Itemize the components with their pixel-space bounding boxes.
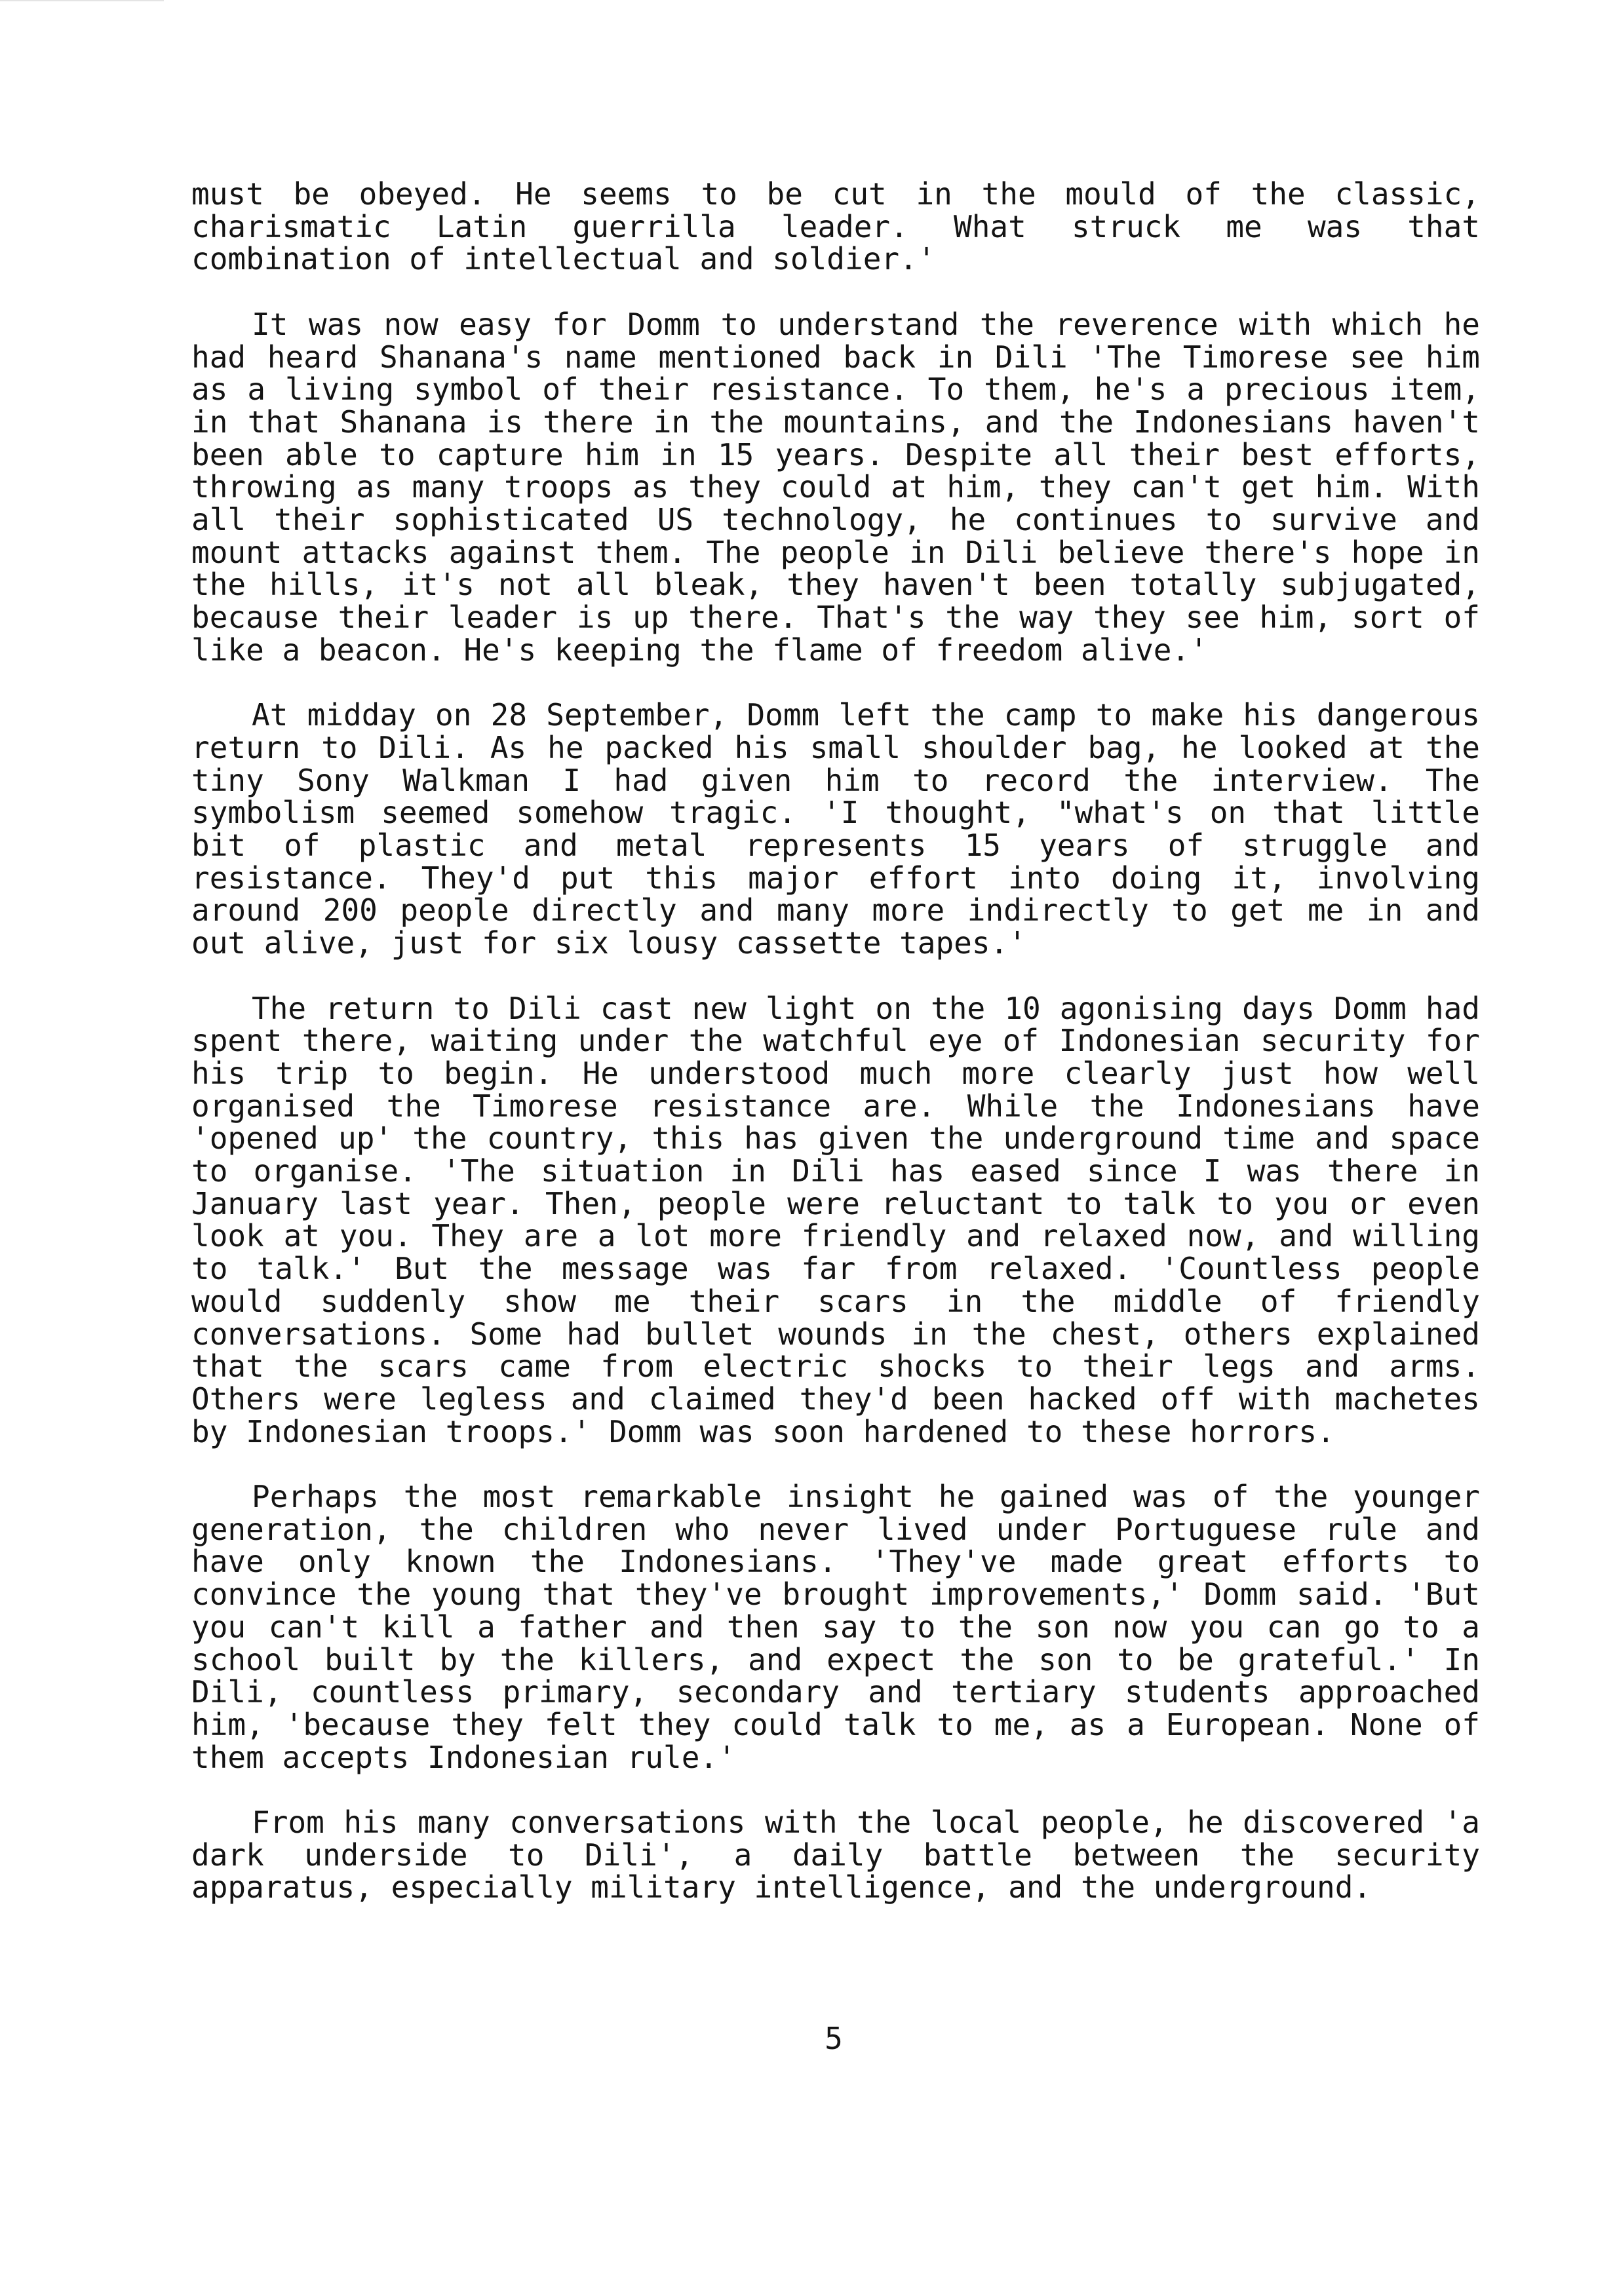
scan-edge-mark: [0, 0, 164, 1]
paragraph-4: The return to Dili cast new light on the 10 agonising days Domm had spent there, waiting under the watchful eye of Indonesian security for his trip to begin. He understood much more clearly just how well organised the Timorese resistance are. While the Indonesians have 'opened up' the country, this has given the underground time and space to organise. 'The situation in Dili has eased since I was there in January last year. Then, people were reluctant to talk to you or even look at you. They are a lot more friendly and relaxed now, and willing to talk.' But the message was far from relaxed. 'Countless people would suddenly show me their scars in the middle of friendly conversations. Some had bullet wounds in the chest, others explained that the scars came from electric shocks to their legs and arms. Others were legless and claimed they'd been hacked off with machetes by Indonesian troops.' Domm was soon hardened to these horrors.: [191, 990, 1480, 1449]
page-number: 5: [825, 2021, 843, 2056]
paragraph-2: It was now easy for Domm to understand the reverence with which he had heard Shanana's name mentioned back in Dili 'The Timorese see him as a living symbol of their resistance. To them, he's a precious item, in that Shanana is there in the mountains, and the Indonesians haven't been able to capture him in 15 years. Despite all their best efforts, throwing as many troops as they could at him, they can't get him. With all their sophisticated US technology, he continues to survive and mount attacks against them. The people in Dili believe there's hope in the hills, it's not all bleak, they haven't been totally subjugated, because their leader is up there. That's the way they see him, sort of like a beacon. He's keeping the flame of freedom alive.': [191, 306, 1480, 668]
paragraph-3: At midday on 28 September, Domm left the camp to make his dangerous return to Dili. As he packed his small shoulder bag, he looked at the tiny Sony Walkman I had given him to record the interview. The symbolism seemed somehow tragic. 'I thought, "what's on that little bit of plastic and metal represents 15 years of struggle and resistance. They'd put this major effort into doing it, involving around 200 people directly and many more indirectly to get me in and out alive, just for six lousy cassette tapes.': [191, 697, 1480, 961]
paragraph-6: From his many conversations with the local people, he discovered 'a dark underside to Dili', a daily battle between the security apparatus, especially military intelligence, and the underground.: [191, 1805, 1480, 1905]
paragraph-5: Perhaps the most remarkable insight he gained was of the younger generation, the children who never lived under Portuguese rule and have only known the Indonesians. 'They've made great efforts to convince the young that they've brought improvements,' Domm said. 'But you can't kill a father and then say to the son now you can go to a school built by the killers, and expect the son to be grateful.' In Dili, countless primary, secondary and tertiary students approached him, 'because they felt they could talk to me, as a European. None of them accepts Indonesian rule.': [191, 1479, 1480, 1775]
body-text: [191, 178, 1480, 1937]
paragraph-1: must be obeyed. He seems to be cut in the mould of the classic, charismatic Latin guerrilla leader. What struck me was that combination of intellectual and soldier.': [191, 176, 1480, 277]
